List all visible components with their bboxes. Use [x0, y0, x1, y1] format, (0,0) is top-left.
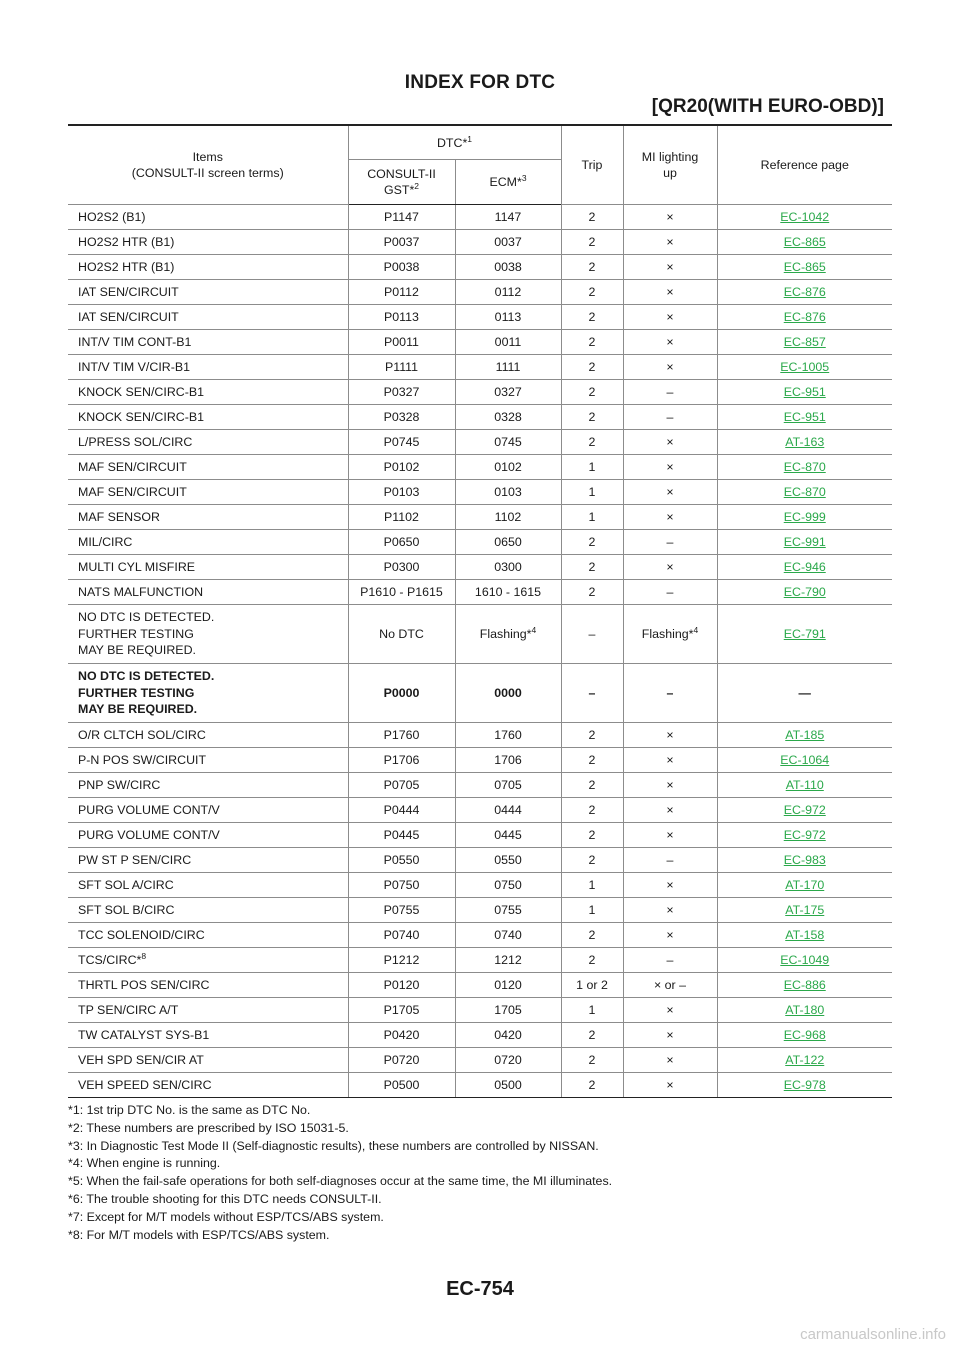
table-row: [68, 555, 892, 580]
cell-mi-lighting: ×: [623, 230, 717, 255]
cell-consult-gst: P0103: [348, 480, 455, 505]
table-row: [68, 773, 892, 798]
header-dtc: DTC*$^1$: [348, 126, 561, 160]
cell-trip: 2: [561, 405, 623, 430]
cell-reference-page: [717, 205, 892, 230]
cell-mi-lighting: ×: [623, 430, 717, 455]
cell-ecm: 0420: [455, 1023, 561, 1048]
cell-reference-page: [717, 898, 892, 923]
cell-trip: 2: [561, 923, 623, 948]
cell-reference-page: [717, 480, 892, 505]
cell-mi-lighting: ×: [623, 898, 717, 923]
table-row: [68, 1023, 892, 1048]
cell-trip: 2: [561, 430, 623, 455]
cell-trip: 2: [561, 1048, 623, 1073]
cell-reference-page: [717, 873, 892, 898]
cell-mi-lighting: ×: [623, 305, 717, 330]
cell-consult-gst: P0327: [348, 380, 455, 405]
cell-ecm: 0112: [455, 280, 561, 305]
cell-reference-page: [717, 455, 892, 480]
cell-ecm: 1760: [455, 723, 561, 748]
cell-item: IAT SEN/CIRCUIT: [68, 280, 348, 305]
cell-mi-lighting: ×: [623, 1023, 717, 1048]
watermark: carmanualsonline.info: [800, 1326, 946, 1343]
cell-item: INT/V TIM V/CIR-B1: [68, 355, 348, 380]
cell-ecm: 0444: [455, 798, 561, 823]
reference-link[interactable]: EC-978: [783, 1078, 826, 1092]
table-row: [68, 748, 892, 773]
header-trip: Trip: [561, 126, 623, 205]
cell-item: SFT SOL B/CIRC: [68, 898, 348, 923]
cell-consult-gst: P0705: [348, 773, 455, 798]
table-row: [68, 898, 892, 923]
reference-link[interactable]: EC-865: [783, 235, 826, 249]
cell-item: THRTL POS SEN/CIRC: [68, 973, 348, 998]
cell-item: NATS MALFUNCTION: [68, 580, 348, 605]
cell-trip: 1: [561, 898, 623, 923]
cell-consult-gst: P0650: [348, 530, 455, 555]
cell-trip: 2: [561, 305, 623, 330]
cell-mi-lighting: ×: [623, 280, 717, 305]
cell-trip: 2: [561, 280, 623, 305]
table-row: [68, 798, 892, 823]
cell-item: TP SEN/CIRC A/T: [68, 998, 348, 1023]
cell-ecm: 0705: [455, 773, 561, 798]
cell-item: P-N POS SW/CIRCUIT: [68, 748, 348, 773]
cell-item: TW CATALYST SYS-B1: [68, 1023, 348, 1048]
table-row: [68, 948, 892, 973]
cell-consult-gst: P0420: [348, 1023, 455, 1048]
cell-consult-gst: P0745: [348, 430, 455, 455]
cell-consult-gst: P0120: [348, 973, 455, 998]
cell-consult-gst: P0328: [348, 405, 455, 430]
table-row: [68, 405, 892, 430]
table-row: [68, 480, 892, 505]
cell-ecm: 0113: [455, 305, 561, 330]
cell-trip: 1: [561, 455, 623, 480]
cell-consult-gst: P1610 - P1615: [348, 580, 455, 605]
table-row: [68, 664, 892, 723]
cell-ecm: 0103: [455, 480, 561, 505]
reference-link[interactable]: EC-876: [783, 285, 826, 299]
cell-trip: 2: [561, 380, 623, 405]
table-row: [68, 430, 892, 455]
cell-ecm: 0445: [455, 823, 561, 848]
reference-link[interactable]: EC-968: [783, 1028, 826, 1042]
cell-consult-gst: P0444: [348, 798, 455, 823]
cell-ecm: 0327: [455, 380, 561, 405]
cell-item: KNOCK SEN/CIRC-B1: [68, 405, 348, 430]
cell-item: PNP SW/CIRC: [68, 773, 348, 798]
reference-link[interactable]: AT-170: [785, 878, 825, 892]
cell-reference-page: [717, 723, 892, 748]
table-row: [68, 205, 892, 230]
header-items: Items (CONSULT-II screen terms): [68, 126, 348, 205]
cell-mi-lighting: ×: [623, 255, 717, 280]
cell-reference-page: [717, 748, 892, 773]
cell-reference-page: [717, 405, 892, 430]
cell-item: MAF SEN/CIRCUIT: [68, 455, 348, 480]
cell-consult-gst: P0300: [348, 555, 455, 580]
cell-mi-lighting: ×: [623, 748, 717, 773]
reference-link[interactable]: AT-122: [785, 1053, 825, 1067]
cell-item: VEH SPEED SEN/CIRC: [68, 1073, 348, 1098]
cell-ecm: Flashing*$^4$: [455, 605, 561, 664]
footnote: *3: In Diagnostic Test Mode II (Self-diagnostic results), these numbers are controlled by NISSAN.: [68, 1138, 599, 1153]
cell-mi-lighting: ×: [623, 723, 717, 748]
reference-link[interactable]: EC-972: [783, 803, 826, 817]
footnote: *1: 1st trip DTC No. is the same as DTC No.: [68, 1103, 311, 1117]
cell-ecm: 0102: [455, 455, 561, 480]
reference-link[interactable]: EC-1064: [780, 753, 830, 767]
cell-trip: 2: [561, 530, 623, 555]
cell-mi-lighting: ×: [623, 823, 717, 848]
cell-reference-page: [717, 305, 892, 330]
cell-ecm: 1102: [455, 505, 561, 530]
footnote: *6: The trouble shooting for this DTC needs CONSULT-II.: [68, 1191, 382, 1206]
cell-trip: 1: [561, 505, 623, 530]
cell-trip: 1: [561, 873, 623, 898]
cell-consult-gst: P1147: [348, 205, 455, 230]
reference-link[interactable]: EC-886: [783, 978, 826, 992]
reference-link[interactable]: EC-946: [783, 560, 826, 574]
cell-item: VEH SPD SEN/CIR AT: [68, 1048, 348, 1073]
reference-link[interactable]: EC-951: [783, 410, 826, 424]
footnotes: [68, 1102, 892, 1244]
reference-link[interactable]: EC-999: [783, 510, 826, 524]
cell-mi-lighting: –: [623, 664, 717, 723]
cell-item: PURG VOLUME CONT/V: [68, 798, 348, 823]
reference-link[interactable]: AT-158: [785, 928, 825, 942]
cell-consult-gst: P0011: [348, 330, 455, 355]
reference-link[interactable]: EC-876: [783, 310, 826, 324]
cell-reference-page: [717, 580, 892, 605]
cell-consult-gst: P0102: [348, 455, 455, 480]
cell-mi-lighting: –: [623, 848, 717, 873]
cell-reference-page: [717, 848, 892, 873]
cell-ecm: 1111: [455, 355, 561, 380]
cell-trip: 1: [561, 998, 623, 1023]
reference-link[interactable]: AT-185: [785, 728, 825, 742]
cell-reference-page: [717, 230, 892, 255]
cell-trip: 2: [561, 205, 623, 230]
cell-consult-gst: P1212: [348, 948, 455, 973]
table-row: [68, 998, 892, 1023]
header-ecm: ECM*$^3$: [455, 160, 561, 205]
reference-link[interactable]: AT-180: [785, 1003, 825, 1017]
table-row: [68, 723, 892, 748]
reference-link[interactable]: EC-865: [783, 260, 826, 274]
cell-ecm: 0037: [455, 230, 561, 255]
cell-reference-page: [717, 530, 892, 555]
cell-trip: 2: [561, 1023, 623, 1048]
cell-item: MAF SEN/CIRCUIT: [68, 480, 348, 505]
cell-reference-page: —: [717, 664, 892, 723]
cell-trip: 2: [561, 230, 623, 255]
cell-ecm: 1610 - 1615: [455, 580, 561, 605]
table-row: [68, 823, 892, 848]
cell-ecm: 0328: [455, 405, 561, 430]
reference-link[interactable]: EC-870: [783, 460, 826, 474]
cell-item: PW ST P SEN/CIRC: [68, 848, 348, 873]
reference-link[interactable]: EC-1005: [780, 360, 830, 374]
cell-reference-page: [717, 555, 892, 580]
cell-item: O/R CLTCH SOL/CIRC: [68, 723, 348, 748]
cell-ecm: 0550: [455, 848, 561, 873]
cell-item: HO2S2 (B1): [68, 205, 348, 230]
reference-link[interactable]: EC-983: [783, 853, 826, 867]
cell-ecm: 0755: [455, 898, 561, 923]
cell-mi-lighting: × or –: [623, 973, 717, 998]
cell-item: SFT SOL A/CIRC: [68, 873, 348, 898]
reference-link[interactable]: EC-951: [783, 385, 826, 399]
table-row: [68, 230, 892, 255]
cell-item: KNOCK SEN/CIRC-B1: [68, 380, 348, 405]
cell-item: NO DTC IS DETECTED. FURTHER TESTING MAY BE REQUIRED.: [68, 664, 348, 723]
cell-consult-gst: P1705: [348, 998, 455, 1023]
reference-link[interactable]: EC-790: [783, 585, 826, 599]
table-row: [68, 1073, 892, 1098]
cell-item: HO2S2 HTR (B1): [68, 255, 348, 280]
cell-mi-lighting: –: [623, 530, 717, 555]
cell-mi-lighting: ×: [623, 1048, 717, 1073]
cell-trip: 2: [561, 823, 623, 848]
cell-mi-lighting: ×: [623, 873, 717, 898]
cell-ecm: 0500: [455, 1073, 561, 1098]
cell-trip: 2: [561, 773, 623, 798]
cell-ecm: 0300: [455, 555, 561, 580]
dtc-index-table: [68, 126, 892, 1098]
cell-reference-page: [717, 355, 892, 380]
cell-trip: 2: [561, 948, 623, 973]
table-row: [68, 873, 892, 898]
cell-reference-page: [717, 605, 892, 664]
cell-ecm: 0650: [455, 530, 561, 555]
footnote: *8: For M/T models with ESP/TCS/ABS system.: [68, 1227, 330, 1242]
cell-ecm: 1212: [455, 948, 561, 973]
reference-link[interactable]: EC-991: [783, 535, 826, 549]
cell-mi-lighting: ×: [623, 330, 717, 355]
cell-mi-lighting: –: [623, 948, 717, 973]
cell-reference-page: [717, 923, 892, 948]
cell-item: MULTI CYL MISFIRE: [68, 555, 348, 580]
cell-consult-gst: P0445: [348, 823, 455, 848]
cell-item: MAF SENSOR: [68, 505, 348, 530]
header-consult-gst: CONSULT-II GST*$^2$: [348, 160, 455, 205]
cell-trip: 2: [561, 330, 623, 355]
cell-item: INT/V TIM CONT-B1: [68, 330, 348, 355]
reference-link[interactable]: AT-163: [785, 435, 825, 449]
cell-trip: 1 or 2: [561, 973, 623, 998]
cell-item: IAT SEN/CIRCUIT: [68, 305, 348, 330]
cell-ecm: 0120: [455, 973, 561, 998]
table-row: [68, 330, 892, 355]
cell-consult-gst: P0000: [348, 664, 455, 723]
cell-ecm: 1706: [455, 748, 561, 773]
cell-consult-gst: No DTC: [348, 605, 455, 664]
table-row: [68, 923, 892, 948]
header-mi-lighting: MI lighting up: [623, 126, 717, 205]
cell-item: HO2S2 HTR (B1): [68, 230, 348, 255]
cell-reference-page: [717, 973, 892, 998]
cell-mi-lighting: ×: [623, 798, 717, 823]
table-row: [68, 355, 892, 380]
cell-ecm: 0745: [455, 430, 561, 455]
cell-mi-lighting: ×: [623, 355, 717, 380]
cell-ecm: 0038: [455, 255, 561, 280]
cell-item: PURG VOLUME CONT/V: [68, 823, 348, 848]
cell-trip: 2: [561, 723, 623, 748]
cell-trip: 2: [561, 1073, 623, 1098]
table-row: [68, 505, 892, 530]
cell-mi-lighting: ×: [623, 1073, 717, 1098]
cell-ecm: 1147: [455, 205, 561, 230]
footnote: *2: These numbers are prescribed by ISO 15031-5.: [68, 1120, 349, 1135]
cell-reference-page: [717, 380, 892, 405]
cell-consult-gst: P1760: [348, 723, 455, 748]
cell-consult-gst: P0112: [348, 280, 455, 305]
cell-reference-page: [717, 948, 892, 973]
cell-consult-gst: P0038: [348, 255, 455, 280]
table-row: [68, 280, 892, 305]
cell-consult-gst: P0740: [348, 923, 455, 948]
cell-trip: 2: [561, 355, 623, 380]
cell-ecm: 0750: [455, 873, 561, 898]
cell-ecm: 0000: [455, 664, 561, 723]
cell-reference-page: [717, 1073, 892, 1098]
reference-link[interactable]: EC-870: [783, 485, 826, 499]
cell-reference-page: [717, 280, 892, 305]
cell-item: MIL/CIRC: [68, 530, 348, 555]
cell-mi-lighting: ×: [623, 455, 717, 480]
header-reference-page: Reference page: [717, 126, 892, 205]
reference-link[interactable]: EC-1042: [780, 210, 830, 224]
footnote: *7: Except for M/T models without ESP/TCS/ABS system.: [68, 1209, 384, 1224]
cell-mi-lighting: –: [623, 580, 717, 605]
cell-consult-gst: P1111: [348, 355, 455, 380]
cell-consult-gst: P0755: [348, 898, 455, 923]
cell-reference-page: [717, 255, 892, 280]
reference-link[interactable]: EC-791: [783, 627, 826, 641]
table-row: [68, 1048, 892, 1073]
cell-trip: 1: [561, 480, 623, 505]
cell-trip: 2: [561, 848, 623, 873]
cell-item: L/PRESS SOL/CIRC: [68, 430, 348, 455]
cell-trip: 2: [561, 798, 623, 823]
cell-trip: 2: [561, 555, 623, 580]
cell-consult-gst: P1706: [348, 748, 455, 773]
cell-trip: 2: [561, 255, 623, 280]
cell-consult-gst: P0750: [348, 873, 455, 898]
cell-consult-gst: P0113: [348, 305, 455, 330]
table-row: [68, 973, 892, 998]
footnote: *4: When engine is running.: [68, 1156, 221, 1171]
cell-mi-lighting: ×: [623, 205, 717, 230]
section-header: [QR20(WITH EURO-OBD)]: [651, 96, 884, 117]
dtc-table-body: [68, 205, 892, 1098]
cell-reference-page: [717, 798, 892, 823]
table-row: [68, 455, 892, 480]
cell-ecm: 1705: [455, 998, 561, 1023]
footnote: *5: When the fail-safe operations for both self-diagnoses occur at the same time, the MI illuminates.: [68, 1174, 613, 1189]
cell-reference-page: [717, 823, 892, 848]
cell-reference-page: [717, 1023, 892, 1048]
cell-trip: –: [561, 664, 623, 723]
cell-mi-lighting: –: [623, 405, 717, 430]
cell-item: TCS/CIRC*$^8$: [68, 948, 348, 973]
table-row: [68, 305, 892, 330]
reference-link[interactable]: EC-972: [783, 828, 826, 842]
cell-mi-lighting: Flashing*$^4$: [623, 605, 717, 664]
cell-item: NO DTC IS DETECTED. FURTHER TESTING MAY BE REQUIRED.: [68, 605, 348, 664]
cell-ecm: 0011: [455, 330, 561, 355]
cell-reference-page: [717, 1048, 892, 1073]
cell-reference-page: [717, 330, 892, 355]
cell-mi-lighting: ×: [623, 480, 717, 505]
cell-reference-page: [717, 998, 892, 1023]
cell-mi-lighting: ×: [623, 773, 717, 798]
table-row: [68, 580, 892, 605]
table-row: [68, 380, 892, 405]
cell-reference-page: [717, 505, 892, 530]
cell-reference-page: [717, 430, 892, 455]
cell-mi-lighting: ×: [623, 923, 717, 948]
cell-consult-gst: P0037: [348, 230, 455, 255]
cell-ecm: 0720: [455, 1048, 561, 1073]
reference-link[interactable]: AT-175: [785, 903, 825, 917]
reference-link[interactable]: EC-857: [783, 335, 826, 349]
cell-trip: –: [561, 605, 623, 664]
table-row: [68, 605, 892, 664]
cell-reference-page: [717, 773, 892, 798]
cell-ecm: 0740: [455, 923, 561, 948]
reference-link[interactable]: AT-110: [785, 778, 824, 792]
cell-consult-gst: P1102: [348, 505, 455, 530]
table-row: [68, 848, 892, 873]
cell-mi-lighting: ×: [623, 505, 717, 530]
cell-consult-gst: P0550: [348, 848, 455, 873]
cell-item: TCC SOLENOID/CIRC: [68, 923, 348, 948]
table-row: [68, 255, 892, 280]
cell-mi-lighting: ×: [623, 555, 717, 580]
cell-trip: 2: [561, 748, 623, 773]
cell-consult-gst: P0500: [348, 1073, 455, 1098]
cell-consult-gst: P0720: [348, 1048, 455, 1073]
table-row: [68, 530, 892, 555]
cell-mi-lighting: ×: [623, 998, 717, 1023]
cell-trip: 2: [561, 580, 623, 605]
page-title: INDEX FOR DTC: [404, 72, 556, 93]
page-number: EC-754: [446, 1278, 514, 1300]
reference-link[interactable]: EC-1049: [780, 953, 830, 967]
cell-mi-lighting: –: [623, 380, 717, 405]
